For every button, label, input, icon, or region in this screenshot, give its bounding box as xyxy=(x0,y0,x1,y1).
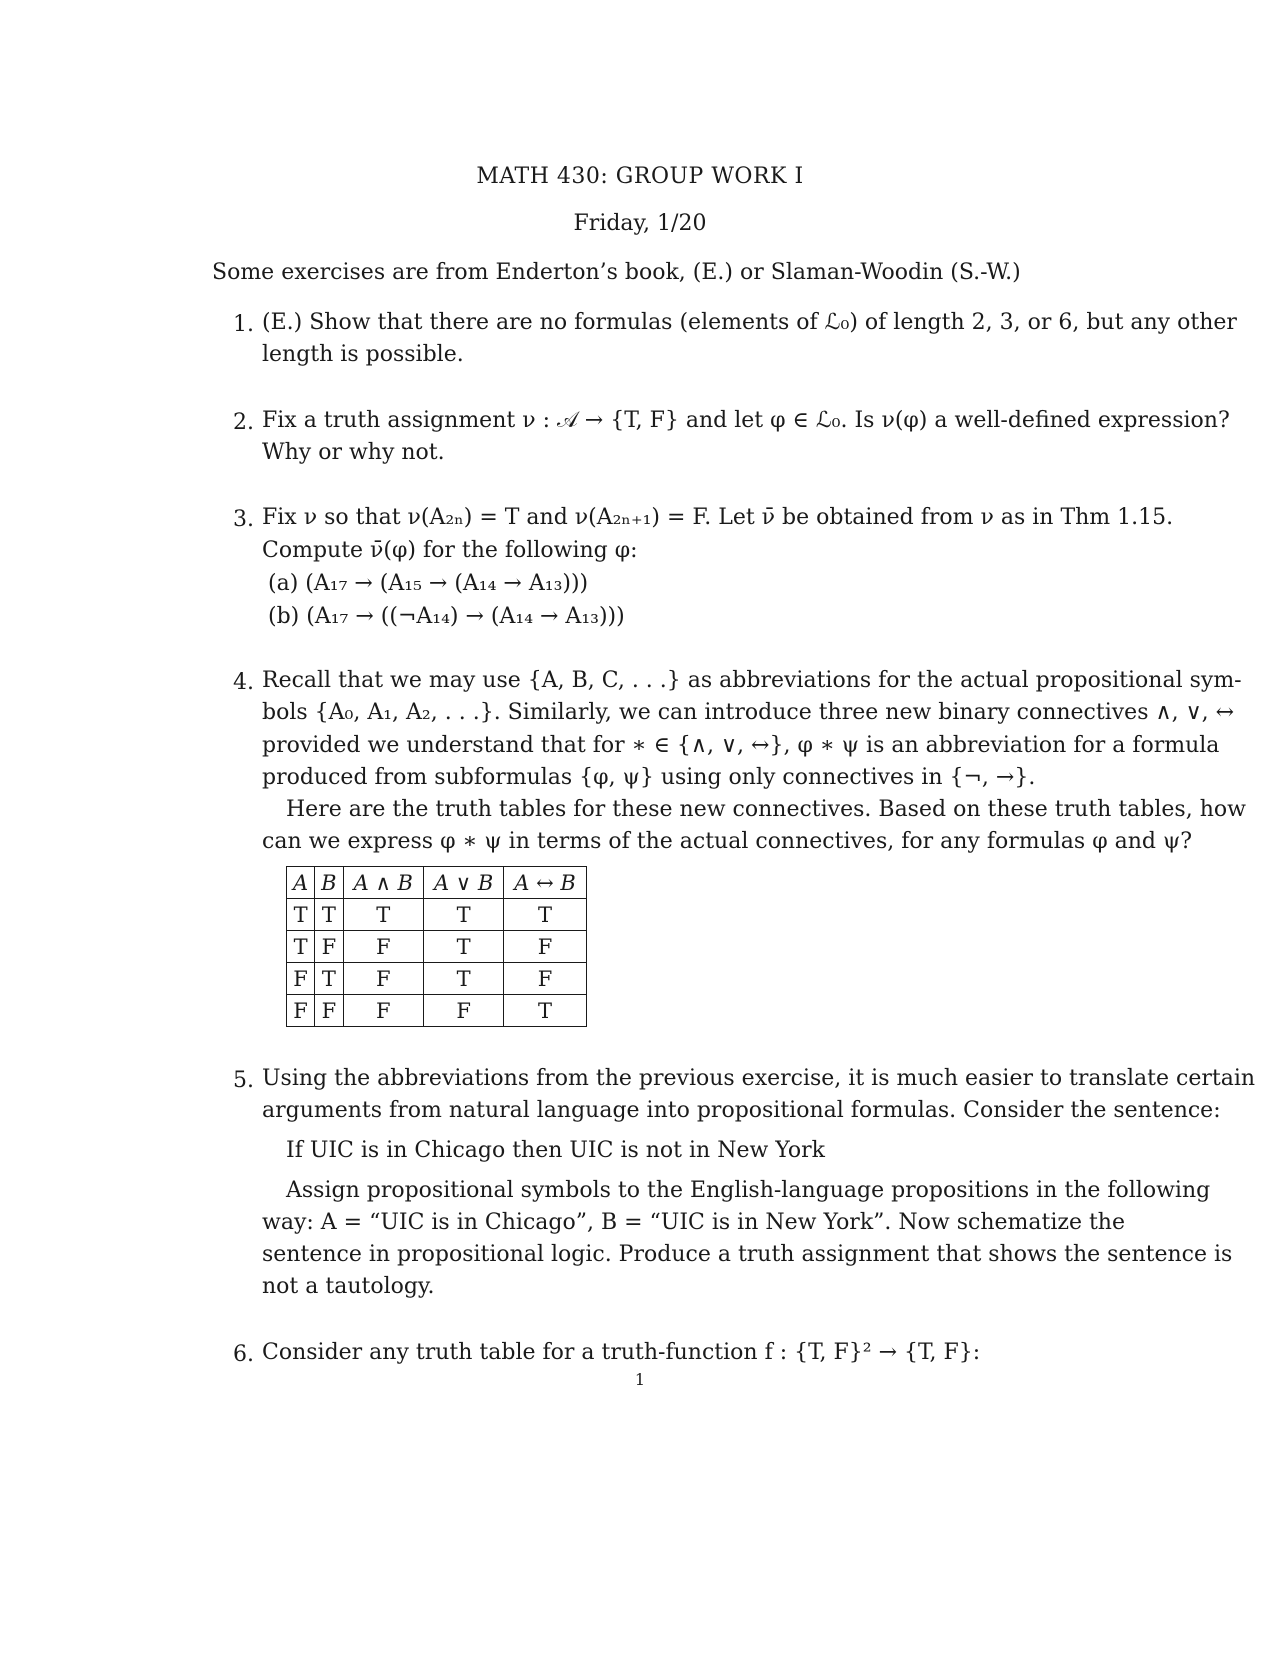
page-number: 1 xyxy=(634,1370,646,1389)
truth-table xyxy=(286,866,587,1027)
exercise-line: bols {A₀, A₁, A₂, . . .}. Similarly, we can introduce three new binary connectives ∧, ∨, ↔ xyxy=(262,700,1235,725)
exercise-line: Fix ν so that ν(A₂ₙ) = T and ν(A₂ₙ₊₁) = F. Let ν̄ be obtained from ν as in Thm 1.15. xyxy=(262,505,1174,530)
col-header-and: A ∧ B xyxy=(343,867,423,899)
exercise-line: Here are the truth tables for these new connectives. Based on these truth tables, how xyxy=(286,797,1246,822)
exercise-line: arguments from natural language into propositional formulas. Consider the sentence: xyxy=(262,1098,1221,1123)
exercise-line: Assign propositional symbols to the English-language propositions in the following xyxy=(286,1178,1211,1203)
date: Friday, 1/20 xyxy=(573,211,707,236)
exercise-line: (E.) Show that there are no formulas (elements of ℒ₀) of length 2, 3, or 6, but any other xyxy=(262,310,1237,335)
example-sentence: If UIC is in Chicago then UIC is not in New York xyxy=(286,1138,826,1163)
table-row xyxy=(287,995,587,1027)
exercise-line: sentence in propositional logic. Produce a truth assignment that shows the sentence is xyxy=(262,1242,1233,1267)
exercise-line: Consider any truth table for a truth-function f : {T, F}² → {T, F}: xyxy=(262,1340,981,1365)
exercise-line: Fix a truth assignment ν : 𝒜 → {T, F} and let φ ∈ ℒ₀. Is ν(φ) a well-defined expression? xyxy=(262,408,1230,433)
table-row xyxy=(287,899,587,931)
exercise-number: 2. xyxy=(233,410,254,435)
exercise-subitem-a: (a) (A₁₇ → (A₁₅ → (A₁₄ → A₁₃))) xyxy=(268,571,589,596)
exercise-line: not a tautology. xyxy=(262,1274,435,1299)
table-cell: T xyxy=(504,899,587,931)
exercise-line: length is possible. xyxy=(262,342,464,367)
table-cell: F xyxy=(315,931,343,963)
table-cell: T xyxy=(315,963,343,995)
table-cell: F xyxy=(343,963,423,995)
col-header-b: B xyxy=(315,867,343,899)
col-header-or: A ∨ B xyxy=(423,867,503,899)
exercise-number: 6. xyxy=(233,1342,254,1367)
exercise-line: Compute ν̄(φ) for the following φ: xyxy=(262,538,638,563)
table-cell: F xyxy=(343,931,423,963)
exercise-number: 5. xyxy=(233,1068,254,1093)
table-cell: F xyxy=(287,963,315,995)
col-header-iff: A ↔ B xyxy=(504,867,587,899)
table-cell: F xyxy=(315,995,343,1027)
col-header-a: A xyxy=(287,867,315,899)
table-cell: T xyxy=(423,899,503,931)
exercise-line: way: A = “UIC is in Chicago”, B = “UIC is in New York”. Now schematize the xyxy=(262,1210,1125,1235)
exercise-line: provided we understand that for ∗ ∈ {∧, ∨, ↔}, φ ∗ ψ is an abbreviation for a formula xyxy=(262,733,1220,758)
table-cell: F xyxy=(504,931,587,963)
table-cell: T xyxy=(423,963,503,995)
table-cell: F xyxy=(287,995,315,1027)
table-cell: T xyxy=(315,899,343,931)
intro-text: Some exercises are from Enderton’s book, (E.) or Slaman-Woodin (S.-W.) xyxy=(212,260,1021,285)
truth-table-header-row xyxy=(287,867,587,899)
table-cell: F xyxy=(504,963,587,995)
exercise-line: Recall that we may use {A, B, C, . . .} as abbreviations for the actual propositional sym- xyxy=(262,668,1242,693)
table-row xyxy=(287,931,587,963)
table-cell: T xyxy=(287,899,315,931)
table-cell: F xyxy=(423,995,503,1027)
exercise-line: can we express φ ∗ ψ in terms of the actual connectives, for any formulas φ and ψ? xyxy=(262,829,1192,854)
table-cell: T xyxy=(423,931,503,963)
exercise-subitem-b: (b) (A₁₇ → ((¬A₁₄) → (A₁₄ → A₁₃))) xyxy=(268,604,625,629)
table-row xyxy=(287,963,587,995)
table-cell: T xyxy=(504,995,587,1027)
table-cell: F xyxy=(343,995,423,1027)
exercise-number: 1. xyxy=(233,312,254,337)
exercise-line: Using the abbreviations from the previous exercise, it is much easier to translate certain xyxy=(262,1066,1256,1091)
page-title: MATH 430: GROUP WORK I xyxy=(476,164,804,189)
exercise-line: produced from subformulas {φ, ψ} using only connectives in {¬, →}. xyxy=(262,765,1036,790)
exercise-line: Why or why not. xyxy=(262,440,445,465)
table-cell: T xyxy=(287,931,315,963)
table-cell: T xyxy=(343,899,423,931)
exercise-number: 4. xyxy=(233,670,254,695)
exercise-number: 3. xyxy=(233,507,254,532)
